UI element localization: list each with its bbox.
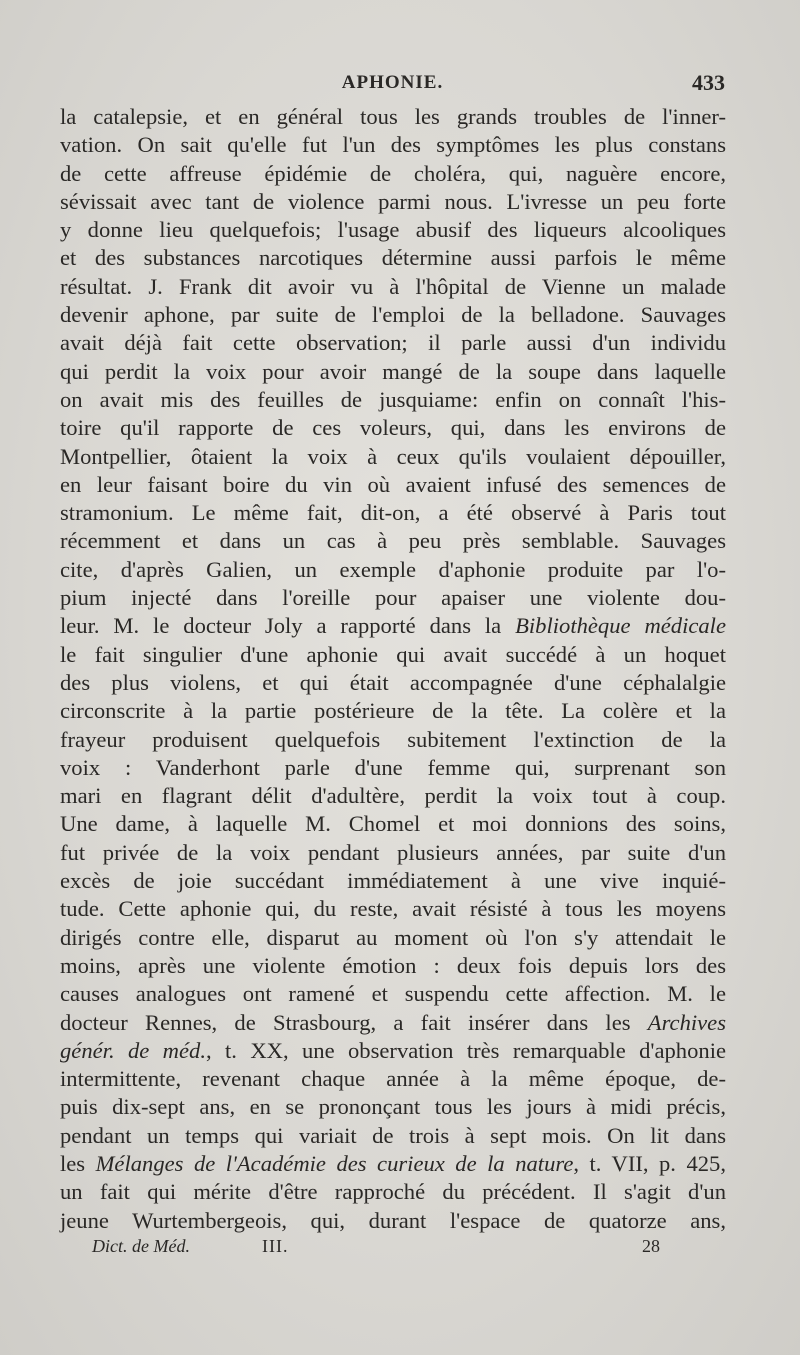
text-line: la catalepsie, et en général tous les grands troubles de l'inner- [60,104,726,129]
text-line: les Mélanges de l'Académie des curieux de la nature, t. VII, p. 425, [60,1150,726,1176]
text-line: dirigés contre elle, disparut au moment où l'on s'y attendait le [60,924,726,950]
signature-title: Dict. de Méd. [92,1236,190,1256]
text-line: y donne lieu quelquefois; l'usage abusif des liqueurs alcooliques [60,217,726,243]
page-number: 433 [692,70,725,95]
text-line: génér. de méd., t. XX, une observation très remarquable d'aphonie [60,1037,727,1063]
text-line: jeune Wurtembergeois, qui, durant l'espace de quatorze ans, [60,1207,726,1233]
text-line: fut privée de la voix pendant plusieurs années, par suite d'un [60,839,726,865]
text-line: pium injecté dans l'oreille pour apaiser une violente dou- [60,585,726,611]
signature-gathering: 28 [642,1236,660,1256]
text-line: récemment et dans un cas à peu près semblable. Sauvages [60,528,726,554]
text-line: leur. M. le docteur Joly a rapporté dans la Bibliothèque médicale [60,613,726,639]
signature-volume: III. [262,1236,289,1256]
text-line: on avait mis des feuilles de jusquiame: enfin on connaît l'his- [60,386,726,412]
text-line: moins, après une violente émotion : deux fois depuis lors des [60,952,726,978]
running-head [60,72,725,102]
text-line: toire qu'il rapporte de ces voleurs, qui, dans les environs de [60,415,726,441]
text-line: un fait qui mérite d'être rapproché du précédent. Il s'agit d'un [60,1179,726,1205]
text-line: voix : Vanderhont parle d'une femme qui, surprenant son [60,754,726,780]
text-line: excès de joie succédant immédiatement à une vive inquié- [60,868,726,894]
body-text [60,103,726,1235]
text-line: circonscrite à la partie postérieure de la tête. La colère et la [60,698,726,724]
text-line: de cette affreuse épidémie de choléra, qui, naguère encore, [60,160,726,186]
text-line: puis dix-sept ans, en se prononçant tous les jours à midi précis, [60,1094,726,1120]
text-line: devenir aphone, par suite de l'emploi de la belladone. Sauvages [60,302,726,328]
text-line: le fait singulier d'une aphonie qui avait succédé à un hoquet [60,641,726,667]
text-line: vation. On sait qu'elle fut l'un des symptômes les plus constans [60,132,726,158]
printer-signature [92,1236,660,1266]
text-line: Montpellier, ôtaient la voix à ceux qu'ils voulaient dépouiller, [60,443,726,469]
page-title: APHONIE. [341,72,444,93]
text-line: cite, d'après Galien, un exemple d'aphonie produite par l'o- [60,556,726,582]
text-line: sévissait avec tant de violence parmi nous. L'ivresse un peu forte [60,188,726,214]
text-line: stramonium. Le même fait, dit-on, a été observé à Paris tout [60,500,726,526]
text-line: résultat. J. Frank dit avoir vu à l'hôpital de Vienne un malade [60,273,726,299]
text-line: pendant un temps qui variait de trois à sept mois. On lit dans [60,1122,726,1148]
text-line: docteur Rennes, de Strasbourg, a fait insérer dans les Archives [60,1009,726,1035]
text-line: en leur faisant boire du vin où avaient infusé des semences de [60,471,726,497]
text-line: des plus violens, et qui était accompagnée d'une céphalalgie [60,669,726,695]
text-line: avait déjà fait cette observation; il parle aussi d'un individu [60,330,726,356]
text-line: Une dame, à laquelle M. Chomel et moi donnions des soins, [60,811,726,837]
text-line: et des substances narcotiques détermine aussi parfois le même [60,245,726,271]
text-line: frayeur produisent quelquefois subitement l'extinction de la [60,726,726,752]
text-line: intermittente, revenant chaque année à la même époque, de- [60,1066,726,1092]
text-line: tude. Cette aphonie qui, du reste, avait résisté à tous les moyens [60,896,726,922]
text-line: mari en flagrant délit d'adultère, perdit la voix tout à coup. [60,783,726,809]
text-line: qui perdit la voix pour avoir mangé de la soupe dans laquelle [60,358,726,384]
text-line: causes analogues ont ramené et suspendu cette affection. M. le [60,981,726,1007]
